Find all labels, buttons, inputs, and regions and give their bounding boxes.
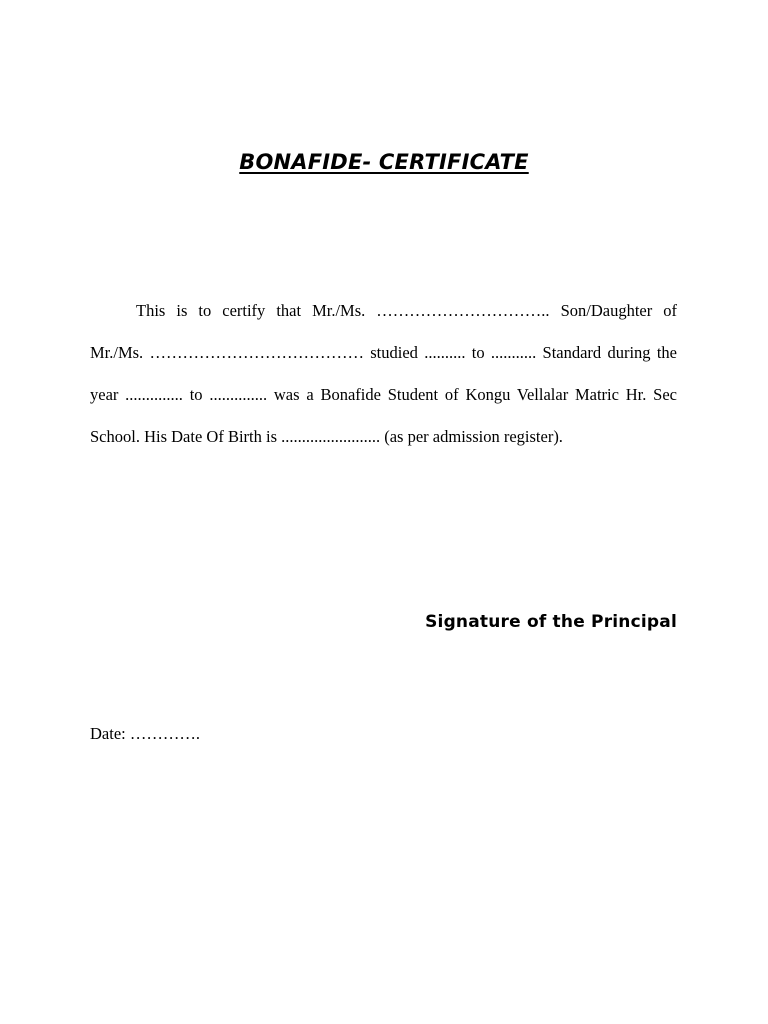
certificate-body-paragraph (90, 290, 677, 458)
date-line: Date: …………. (90, 724, 200, 743)
certificate-body-text: This is to certify that Mr./Ms. ………………………….. Son/Daughter of Mr./Ms. ………………………………… studied .......... to ........... Standard during the year .............. to .............. was a Bonafide Student of Kongu Vellalar Matric Hr. Sec School. His Date Of Birth is ........................ (as per admission register). (90, 301, 677, 446)
principal-signature-label: Signature of the Principal (425, 612, 677, 632)
certificate-title: BONAFIDE- CERTIFICATE (239, 150, 529, 174)
